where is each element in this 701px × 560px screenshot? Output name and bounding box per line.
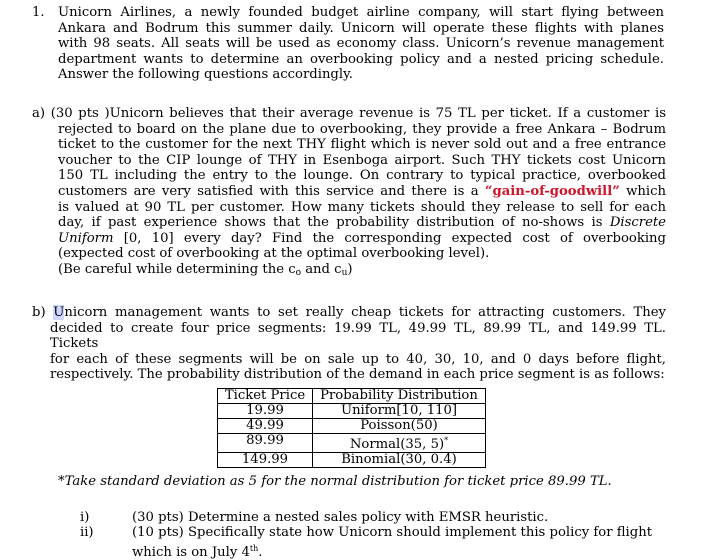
text-run: ) xyxy=(347,261,353,277)
part-a-line xyxy=(32,262,666,282)
question-intro xyxy=(58,5,664,83)
header-probability-distribution: Probability Distribution xyxy=(313,389,486,404)
cell-distribution: Binomial(30, 0.4) xyxy=(313,453,486,468)
text-run: and c xyxy=(301,261,342,277)
cell-price: 49.99 xyxy=(218,419,313,434)
part-a-line: voucher to the CIP lounge of THY in Esenboga airport. Such THY tickets cost Unicorn xyxy=(58,152,666,168)
sub-question-label: ii) xyxy=(80,525,94,540)
part-b-line: decided to create four price segments: 19.99 TL, 49.99 TL, 89.99 TL, and 149.99 TL. Tickets xyxy=(50,320,666,352)
part-a-line: a) (30 pts )Unicorn believes that their average revenue is 75 TL per ticket. If a customer is xyxy=(32,106,666,121)
text-run: nicorn management wants to set really cheap tickets for attracting customers. They xyxy=(64,305,666,320)
sub-question-text xyxy=(132,525,652,560)
header-ticket-price: Ticket Price xyxy=(218,389,313,404)
table-header-row xyxy=(218,389,486,404)
italic-run: Discrete xyxy=(609,215,666,231)
part-a-line: (expected cost of overbooking at the optimal overbooking level). xyxy=(58,246,490,262)
sub-question-text: (30 pts) Determine a nested sales policy with EMSR heuristic. xyxy=(132,510,549,525)
cell-text: Normal(35, 5) xyxy=(349,437,445,452)
table-row xyxy=(218,434,486,453)
text-run: day, if past experience shows that the probability distribution of no-shows is xyxy=(58,215,610,231)
text-cursor-selection[interactable]: U xyxy=(53,305,65,320)
part-b-line: respectively. The probability distribution of the demand in each price segment is as follows: xyxy=(50,367,665,383)
part-a-line: is valued at 90 TL per customer. How many tickets should they release to sell for each xyxy=(58,199,666,215)
part-a-line: ticket to the customer for the next THY flight which is never sold out and a free entrance xyxy=(58,137,666,153)
part-b-line xyxy=(32,305,666,321)
text-run: (10 pts) Specifically state how Unicorn should implement this policy for flight xyxy=(132,525,652,540)
intro-line: Ankara and Bodrum this summer daily. Unicorn will operate these flights with planes xyxy=(58,20,664,36)
text-run xyxy=(132,541,652,560)
part-a-line xyxy=(32,231,666,247)
text-run: [0, 10] every day? Find the corresponding expected cost of overbooking xyxy=(113,230,666,246)
table-row xyxy=(218,404,486,419)
part-a-line xyxy=(32,215,666,231)
part-b-label: b) xyxy=(32,305,46,320)
italic-run: Uniform xyxy=(58,230,114,246)
part-a-line xyxy=(32,184,666,200)
cell-distribution xyxy=(313,434,486,453)
text-run: (Be careful while determining the c xyxy=(58,261,296,277)
sub-question-label: i) xyxy=(80,510,90,525)
gain-of-goodwill-highlight: “gain-of-goodwill” xyxy=(484,183,620,199)
intro-line: with 98 seats. All seats will be used as economy class. Unicorn’s revenue management xyxy=(58,36,664,52)
cell-price: 149.99 xyxy=(218,453,313,468)
subscript: u xyxy=(341,267,348,278)
cell-distribution: Uniform[10, 110] xyxy=(313,404,486,419)
text-run: which xyxy=(619,183,666,199)
subscript: o xyxy=(295,267,301,278)
part-b xyxy=(32,305,666,383)
intro-line: Answer the following questions accordingly. xyxy=(58,67,353,83)
part-a xyxy=(32,106,666,282)
part-b-line: for each of these segments will be on sale up to 40, 30, 10, and 0 days before flight, xyxy=(50,351,666,367)
text-run: which is on July 4 xyxy=(132,544,250,560)
table-row xyxy=(218,453,486,468)
cell-price: 19.99 xyxy=(218,404,313,419)
demand-distribution-table xyxy=(217,388,486,468)
text-run: . xyxy=(258,544,263,560)
asterisk-mark: * xyxy=(444,436,449,445)
footnote: *Take standard deviation as 5 for the normal distribution for ticket price 89.99 TL. xyxy=(58,474,612,489)
question-number: 1. xyxy=(32,5,45,20)
text-run: customers are very satisfied with this service and there is a xyxy=(58,183,485,199)
intro-line: department wants to determine an overbooking policy and a nested pricing schedule. xyxy=(58,51,664,67)
part-a-line: rejected to board on the plane due to overbooking, they provide a free Ankara – Bodrum xyxy=(58,121,666,137)
intro-line: Unicorn Airlines, a newly founded budget airline company, will start flying between xyxy=(58,5,664,20)
cell-price: 89.99 xyxy=(218,434,313,453)
table-row xyxy=(218,419,486,434)
superscript: th xyxy=(249,543,259,553)
cell-distribution: Poisson(50) xyxy=(313,419,486,434)
part-a-line: 150 TL including the entry to the lounge. On contrary to typical practice, overbooked xyxy=(58,168,666,184)
